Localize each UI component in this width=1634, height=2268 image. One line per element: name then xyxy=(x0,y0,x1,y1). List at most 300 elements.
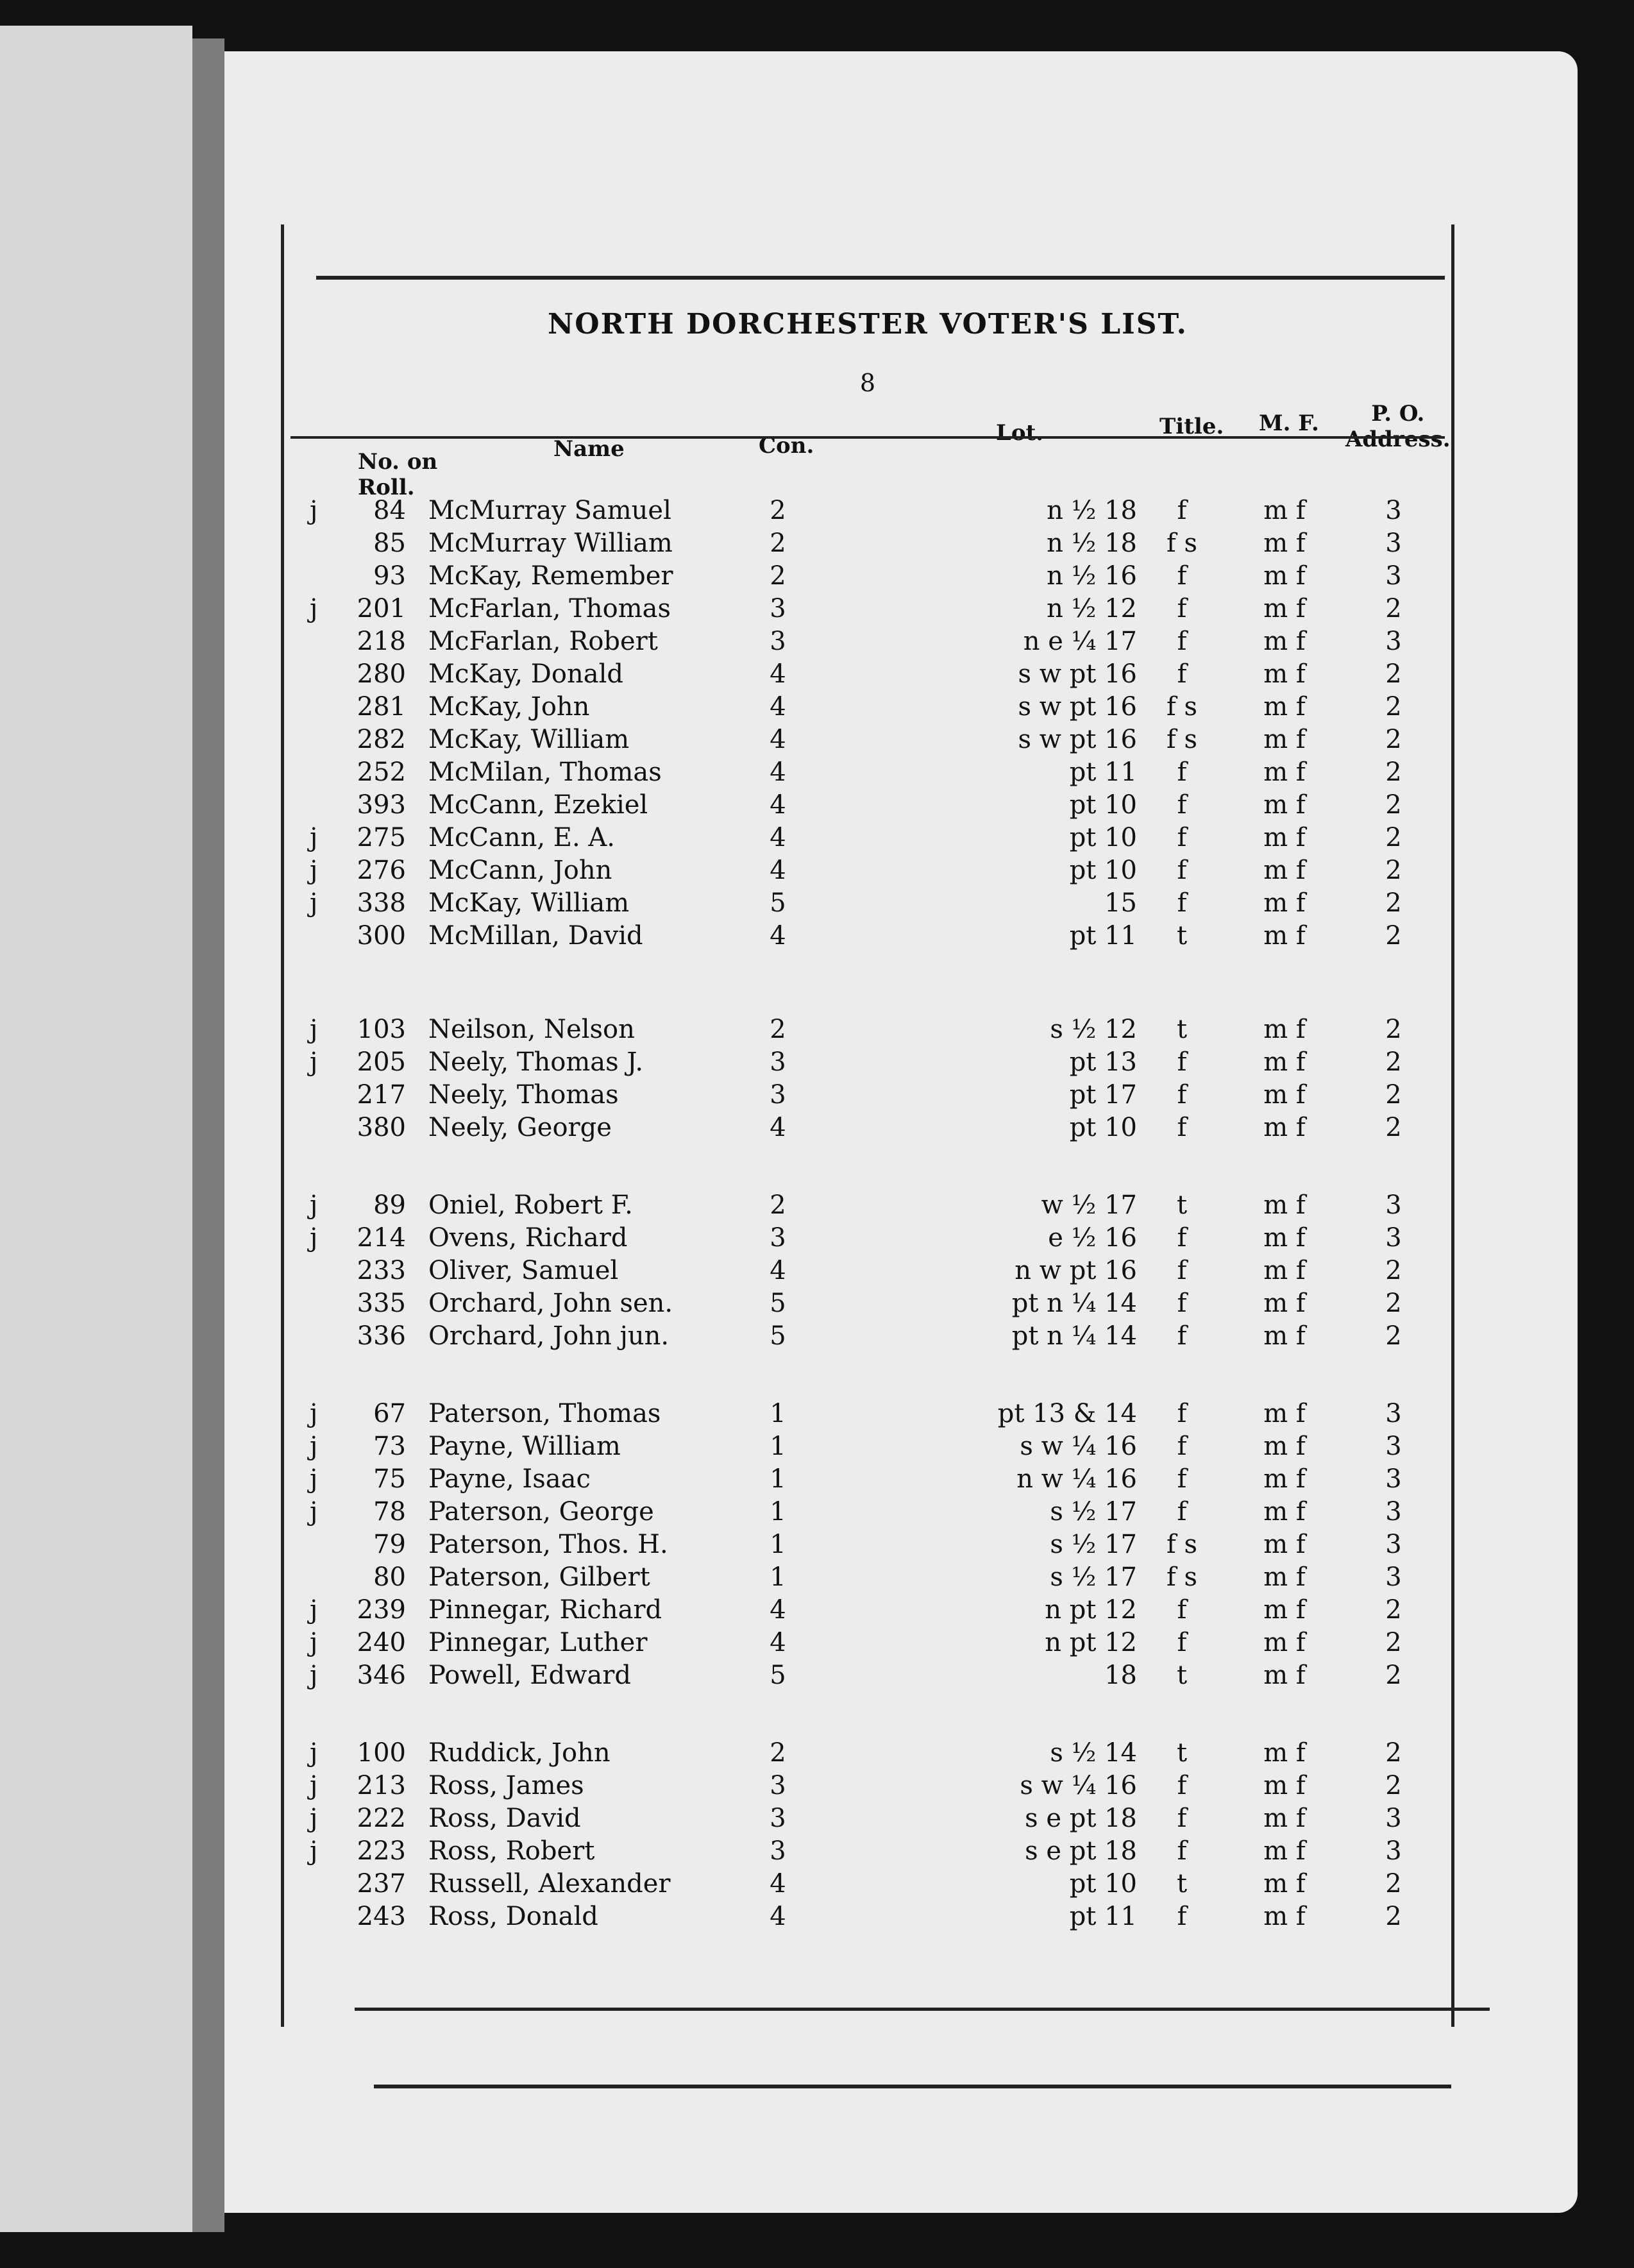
table-row xyxy=(284,886,1451,920)
po-address: 3 xyxy=(1385,1432,1402,1461)
title-code: f s xyxy=(1166,1530,1198,1559)
title-code: f xyxy=(1177,561,1187,591)
table-row xyxy=(284,1802,1451,1835)
table-row xyxy=(284,1111,1451,1144)
lot: n ½ 12 xyxy=(1047,594,1137,623)
juror-mark: j xyxy=(310,1190,318,1220)
table-row xyxy=(284,1462,1451,1496)
voter-name: Oliver, Samuel xyxy=(428,1256,619,1285)
concession: 1 xyxy=(770,1530,786,1559)
juror-mark: j xyxy=(310,1738,318,1768)
table-row xyxy=(284,1287,1451,1320)
table-row xyxy=(284,1561,1451,1594)
table-row xyxy=(284,1659,1451,1692)
table-row xyxy=(284,1736,1451,1770)
lot: n ½ 18 xyxy=(1047,496,1137,525)
voter-name: Paterson, Gilbert xyxy=(428,1562,650,1592)
voter-name: Ross, James xyxy=(428,1771,584,1800)
voter-name: McKay, William xyxy=(428,725,630,754)
voter-name: Paterson, Thomas xyxy=(428,1399,661,1428)
concession: 2 xyxy=(770,1190,786,1220)
title-code: f xyxy=(1177,888,1187,918)
voter-name: McFarlan, Thomas xyxy=(428,594,671,623)
concession: 5 xyxy=(770,1321,786,1351)
title-code: f xyxy=(1177,856,1187,885)
voter-name: Payne, William xyxy=(428,1432,621,1461)
header-title: Title. xyxy=(1159,414,1224,439)
roll-number: 100 xyxy=(357,1738,406,1768)
roll-number: 276 xyxy=(357,856,406,885)
po-address: 3 xyxy=(1385,496,1402,525)
concession: 5 xyxy=(770,888,786,918)
mf-code: m f xyxy=(1263,1399,1306,1428)
juror-mark: j xyxy=(310,1628,318,1657)
po-address: 3 xyxy=(1385,1190,1402,1220)
roll-number: 252 xyxy=(357,757,406,787)
voter-name: Payne, Isaac xyxy=(428,1464,591,1494)
juror-mark: j xyxy=(310,1223,318,1253)
table-row xyxy=(284,919,1451,952)
title-code: f xyxy=(1177,1902,1187,1931)
concession: 1 xyxy=(770,1399,786,1428)
mf-code: m f xyxy=(1263,790,1306,820)
concession: 3 xyxy=(770,1223,786,1253)
po-address: 3 xyxy=(1385,1399,1402,1428)
table-row xyxy=(284,1319,1451,1353)
mf-code: m f xyxy=(1263,1771,1306,1800)
lot: s w pt 16 xyxy=(1018,659,1137,689)
po-address: 2 xyxy=(1385,1738,1402,1768)
mf-code: m f xyxy=(1263,627,1306,656)
mf-code: m f xyxy=(1263,529,1306,558)
po-address: 2 xyxy=(1385,1113,1402,1142)
mf-code: m f xyxy=(1263,1113,1306,1142)
concession: 5 xyxy=(770,1661,786,1690)
header-rule xyxy=(291,436,1445,439)
title-code: t xyxy=(1176,921,1188,951)
po-address: 2 xyxy=(1385,659,1402,689)
mf-code: m f xyxy=(1263,659,1306,689)
title-code: f xyxy=(1177,1080,1187,1110)
concession: 4 xyxy=(770,757,786,787)
roll-number: 218 xyxy=(357,627,406,656)
title-code: f xyxy=(1177,823,1187,852)
lot: s e pt 18 xyxy=(1025,1836,1137,1866)
voter-name: McMillan, David xyxy=(428,921,643,951)
concession: 3 xyxy=(770,1047,786,1077)
bottom-outer-rule xyxy=(374,2085,1451,2088)
lot: n ½ 16 xyxy=(1047,561,1137,591)
mf-code: m f xyxy=(1263,1628,1306,1657)
concession: 4 xyxy=(770,692,786,722)
title-code: t xyxy=(1176,1738,1188,1768)
lot: n ½ 18 xyxy=(1047,529,1137,558)
po-address: 2 xyxy=(1385,856,1402,885)
table-row xyxy=(284,723,1451,756)
title-code: f s xyxy=(1166,692,1198,722)
mf-code: m f xyxy=(1263,1047,1306,1077)
voter-name: Paterson, Thos. H. xyxy=(428,1530,668,1559)
page-number: 8 xyxy=(859,369,876,397)
mf-code: m f xyxy=(1263,1256,1306,1285)
table-row xyxy=(284,1867,1451,1900)
roll-number: 240 xyxy=(357,1628,406,1657)
roll-number: 233 xyxy=(357,1256,406,1285)
po-address: 3 xyxy=(1385,1497,1402,1527)
roll-number: 222 xyxy=(357,1804,406,1833)
po-address: 3 xyxy=(1385,627,1402,656)
lot: n w ¼ 16 xyxy=(1016,1464,1137,1494)
mf-code: m f xyxy=(1263,1015,1306,1044)
lot: pt 11 xyxy=(1069,757,1137,787)
concession: 5 xyxy=(770,1289,786,1318)
mf-code: m f xyxy=(1263,1432,1306,1461)
roll-number: 280 xyxy=(357,659,406,689)
lot: pt 13 xyxy=(1069,1047,1137,1077)
roll-number: 300 xyxy=(357,921,406,951)
concession: 3 xyxy=(770,627,786,656)
voter-name: McKay, Donald xyxy=(428,659,623,689)
lot: s ½ 12 xyxy=(1050,1015,1137,1044)
table-row xyxy=(284,625,1451,658)
mf-code: m f xyxy=(1263,1738,1306,1768)
voter-name: Pinnegar, Richard xyxy=(428,1595,662,1625)
voter-name: McCann, John xyxy=(428,856,612,885)
po-address: 2 xyxy=(1385,1628,1402,1657)
table-row xyxy=(284,1189,1451,1222)
juror-mark: j xyxy=(310,496,318,525)
lot: n w pt 16 xyxy=(1015,1256,1137,1285)
roll-number: 338 xyxy=(357,888,406,918)
concession: 2 xyxy=(770,561,786,591)
table-row xyxy=(284,1528,1451,1561)
voter-name: McFarlan, Robert xyxy=(428,627,658,656)
table-row xyxy=(284,1769,1451,1802)
mf-code: m f xyxy=(1263,823,1306,852)
po-address: 2 xyxy=(1385,1047,1402,1077)
lot: pt 17 xyxy=(1069,1080,1137,1110)
title-code: f xyxy=(1177,1836,1187,1866)
table-row xyxy=(284,1045,1451,1079)
title-code: f xyxy=(1177,496,1187,525)
concession: 4 xyxy=(770,1595,786,1625)
voter-list-page xyxy=(224,51,1578,2213)
lot: pt 10 xyxy=(1069,1869,1137,1899)
juror-mark: j xyxy=(310,1432,318,1461)
po-address: 2 xyxy=(1385,1869,1402,1899)
table-row xyxy=(284,1397,1451,1430)
voter-name: Ross, David xyxy=(428,1804,581,1833)
title-code: f xyxy=(1177,790,1187,820)
lot: s w pt 16 xyxy=(1018,725,1137,754)
table-row xyxy=(284,592,1451,625)
title-code: f xyxy=(1177,1223,1187,1253)
po-address: 3 xyxy=(1385,529,1402,558)
mf-code: m f xyxy=(1263,594,1306,623)
concession: 4 xyxy=(770,1628,786,1657)
voter-name: Ruddick, John xyxy=(428,1738,611,1768)
table-row xyxy=(284,657,1451,691)
roll-number: 335 xyxy=(357,1289,406,1318)
mf-code: m f xyxy=(1263,1464,1306,1494)
mf-code: m f xyxy=(1263,1497,1306,1527)
title-code: f xyxy=(1177,1289,1187,1318)
mf-code: m f xyxy=(1263,725,1306,754)
po-address: 2 xyxy=(1385,790,1402,820)
lot: pt 10 xyxy=(1069,823,1137,852)
po-address: 3 xyxy=(1385,1464,1402,1494)
mf-code: m f xyxy=(1263,496,1306,525)
mf-code: m f xyxy=(1263,888,1306,918)
voter-name: Paterson, George xyxy=(428,1497,654,1527)
title-code: t xyxy=(1176,1869,1188,1899)
voter-name: Oniel, Robert F. xyxy=(428,1190,633,1220)
voter-name: Neely, George xyxy=(428,1113,612,1142)
lot: pt 13 & 14 xyxy=(997,1399,1137,1428)
mf-code: m f xyxy=(1263,921,1306,951)
concession: 1 xyxy=(770,1497,786,1527)
concession: 4 xyxy=(770,659,786,689)
roll-number: 243 xyxy=(357,1902,406,1931)
concession: 4 xyxy=(770,790,786,820)
lot: n pt 12 xyxy=(1045,1628,1137,1657)
voter-name: Ovens, Richard xyxy=(428,1223,628,1253)
juror-mark: j xyxy=(310,594,318,623)
table-row xyxy=(284,1626,1451,1659)
header-mf: M. F. xyxy=(1259,410,1319,436)
po-address: 3 xyxy=(1385,1530,1402,1559)
mf-code: m f xyxy=(1263,1321,1306,1351)
title-code: f xyxy=(1177,1432,1187,1461)
table-row xyxy=(284,1013,1451,1046)
roll-number: 93 xyxy=(373,561,406,591)
concession: 4 xyxy=(770,1902,786,1931)
juror-mark: j xyxy=(310,888,318,918)
concession: 3 xyxy=(770,1080,786,1110)
po-address: 2 xyxy=(1385,1256,1402,1285)
voter-name: Neely, Thomas J. xyxy=(428,1047,644,1077)
title-code: f xyxy=(1177,659,1187,689)
lot: s e pt 18 xyxy=(1025,1804,1137,1833)
table-row xyxy=(284,690,1451,724)
mf-code: m f xyxy=(1263,1530,1306,1559)
po-address: 2 xyxy=(1385,1321,1402,1351)
table-row xyxy=(284,1900,1451,1933)
table-row xyxy=(284,1495,1451,1528)
header-po-address: P. O. Address. xyxy=(1345,401,1451,452)
po-address: 2 xyxy=(1385,823,1402,852)
concession: 4 xyxy=(770,1113,786,1142)
voter-name: Orchard, John jun. xyxy=(428,1321,670,1351)
mf-code: m f xyxy=(1263,1562,1306,1592)
table-row xyxy=(284,527,1451,560)
po-address: 3 xyxy=(1385,1223,1402,1253)
po-address: 2 xyxy=(1385,888,1402,918)
juror-mark: j xyxy=(310,1595,318,1625)
roll-number: 223 xyxy=(357,1836,406,1866)
po-address: 2 xyxy=(1385,757,1402,787)
roll-number: 275 xyxy=(357,823,406,852)
roll-number: 78 xyxy=(373,1497,406,1527)
voter-name: Ross, Donald xyxy=(428,1902,598,1931)
title-code: t xyxy=(1176,1190,1188,1220)
mf-code: m f xyxy=(1263,856,1306,885)
concession: 4 xyxy=(770,1869,786,1899)
lot: s ½ 17 xyxy=(1050,1562,1137,1592)
voter-name: Neilson, Nelson xyxy=(428,1015,635,1044)
roll-number: 282 xyxy=(357,725,406,754)
mf-code: m f xyxy=(1263,757,1306,787)
po-address: 2 xyxy=(1385,921,1402,951)
lot: s w pt 16 xyxy=(1018,692,1137,722)
roll-number: 201 xyxy=(357,594,406,623)
header-name: Name xyxy=(553,436,625,462)
lot: 15 xyxy=(1104,888,1137,918)
lot: s w ¼ 16 xyxy=(1020,1432,1137,1461)
lot: pt n ¼ 14 xyxy=(1011,1289,1137,1318)
mf-code: m f xyxy=(1263,1661,1306,1690)
table-row xyxy=(284,1221,1451,1255)
roll-number: 213 xyxy=(357,1771,406,1800)
mf-code: m f xyxy=(1263,1836,1306,1866)
lot: 18 xyxy=(1104,1661,1137,1690)
po-address: 3 xyxy=(1385,1804,1402,1833)
po-address: 3 xyxy=(1385,1836,1402,1866)
concession: 2 xyxy=(770,1738,786,1768)
roll-number: 67 xyxy=(373,1399,406,1428)
table-row xyxy=(284,756,1451,789)
title-code: f s xyxy=(1166,1562,1198,1592)
header-no-on-roll: No. on Roll. xyxy=(358,449,438,500)
title-code: f xyxy=(1177,757,1187,787)
concession: 3 xyxy=(770,1804,786,1833)
roll-number: 281 xyxy=(357,692,406,722)
mf-code: m f xyxy=(1263,1289,1306,1318)
lot: s ½ 14 xyxy=(1050,1738,1137,1768)
title-code: f xyxy=(1177,1256,1187,1285)
roll-number: 89 xyxy=(373,1190,406,1220)
voter-name: Pinnegar, Luther xyxy=(428,1628,648,1657)
po-address: 2 xyxy=(1385,1015,1402,1044)
concession: 2 xyxy=(770,1015,786,1044)
mf-code: m f xyxy=(1263,1804,1306,1833)
lot: n pt 12 xyxy=(1045,1595,1137,1625)
po-address: 2 xyxy=(1385,1771,1402,1800)
table-row xyxy=(284,1254,1451,1287)
roll-number: 380 xyxy=(357,1113,406,1142)
page-frame xyxy=(281,224,1454,2027)
bottom-rule xyxy=(355,2008,1490,2011)
title-code: f xyxy=(1177,1497,1187,1527)
po-address: 2 xyxy=(1385,594,1402,623)
po-address: 2 xyxy=(1385,1289,1402,1318)
po-address: 3 xyxy=(1385,1562,1402,1592)
title-code: t xyxy=(1176,1661,1188,1690)
roll-number: 393 xyxy=(357,790,406,820)
juror-mark: j xyxy=(310,1399,318,1428)
po-address: 2 xyxy=(1385,1080,1402,1110)
mf-code: m f xyxy=(1263,1190,1306,1220)
voter-name: Russell, Alexander xyxy=(428,1869,671,1899)
title-code: t xyxy=(1176,1015,1188,1044)
lot: pt 11 xyxy=(1069,921,1137,951)
title-code: f xyxy=(1177,594,1187,623)
juror-mark: j xyxy=(310,1015,318,1044)
lot: w ½ 17 xyxy=(1041,1190,1137,1220)
voter-name: McKay, William xyxy=(428,888,630,918)
top-rule xyxy=(316,276,1445,280)
table-row xyxy=(284,854,1451,887)
voter-name: McCann, Ezekiel xyxy=(428,790,648,820)
title-code: f xyxy=(1177,1321,1187,1351)
table-row xyxy=(284,1078,1451,1112)
concession: 3 xyxy=(770,1771,786,1800)
title-code: f xyxy=(1177,1595,1187,1625)
voter-name: McMilan, Thomas xyxy=(428,757,662,787)
header-con: Con. xyxy=(759,433,814,459)
facing-page xyxy=(0,26,192,2232)
voter-name: Neely, Thomas xyxy=(428,1080,619,1110)
voter-name: McCann, E. A. xyxy=(428,823,615,852)
concession: 4 xyxy=(770,823,786,852)
table-row xyxy=(284,494,1451,527)
lot: pt 11 xyxy=(1069,1902,1137,1931)
roll-number: 336 xyxy=(357,1321,406,1351)
juror-mark: j xyxy=(310,1804,318,1833)
voter-name: McKay, John xyxy=(428,692,590,722)
table-row xyxy=(284,559,1451,593)
po-address: 2 xyxy=(1385,1902,1402,1931)
roll-number: 79 xyxy=(373,1530,406,1559)
voter-name: Ross, Robert xyxy=(428,1836,595,1866)
concession: 3 xyxy=(770,1836,786,1866)
title-code: f s xyxy=(1166,529,1198,558)
roll-number: 84 xyxy=(373,496,406,525)
roll-number: 346 xyxy=(357,1661,406,1690)
juror-mark: j xyxy=(310,1771,318,1800)
lot: pt n ¼ 14 xyxy=(1011,1321,1137,1351)
lot: pt 10 xyxy=(1069,1113,1137,1142)
mf-code: m f xyxy=(1263,1902,1306,1931)
po-address: 2 xyxy=(1385,1595,1402,1625)
concession: 4 xyxy=(770,856,786,885)
mf-code: m f xyxy=(1263,1595,1306,1625)
table-row xyxy=(284,1593,1451,1627)
concession: 3 xyxy=(770,594,786,623)
juror-mark: j xyxy=(310,1464,318,1494)
title-code: f s xyxy=(1166,725,1198,754)
table-row xyxy=(284,1430,1451,1463)
title-code: f xyxy=(1177,1399,1187,1428)
concession: 2 xyxy=(770,496,786,525)
concession: 2 xyxy=(770,529,786,558)
header-lot: Lot. xyxy=(996,420,1044,446)
po-address: 2 xyxy=(1385,1661,1402,1690)
title-code: f xyxy=(1177,627,1187,656)
roll-number: 239 xyxy=(357,1595,406,1625)
roll-number: 85 xyxy=(373,529,406,558)
mf-code: m f xyxy=(1263,692,1306,722)
roll-number: 217 xyxy=(357,1080,406,1110)
lot: s ½ 17 xyxy=(1050,1530,1137,1559)
voter-name: Orchard, John sen. xyxy=(428,1289,673,1318)
concession: 1 xyxy=(770,1562,786,1592)
concession: 4 xyxy=(770,725,786,754)
roll-number: 103 xyxy=(357,1015,406,1044)
juror-mark: j xyxy=(310,856,318,885)
mf-code: m f xyxy=(1263,1080,1306,1110)
juror-mark: j xyxy=(310,1497,318,1527)
